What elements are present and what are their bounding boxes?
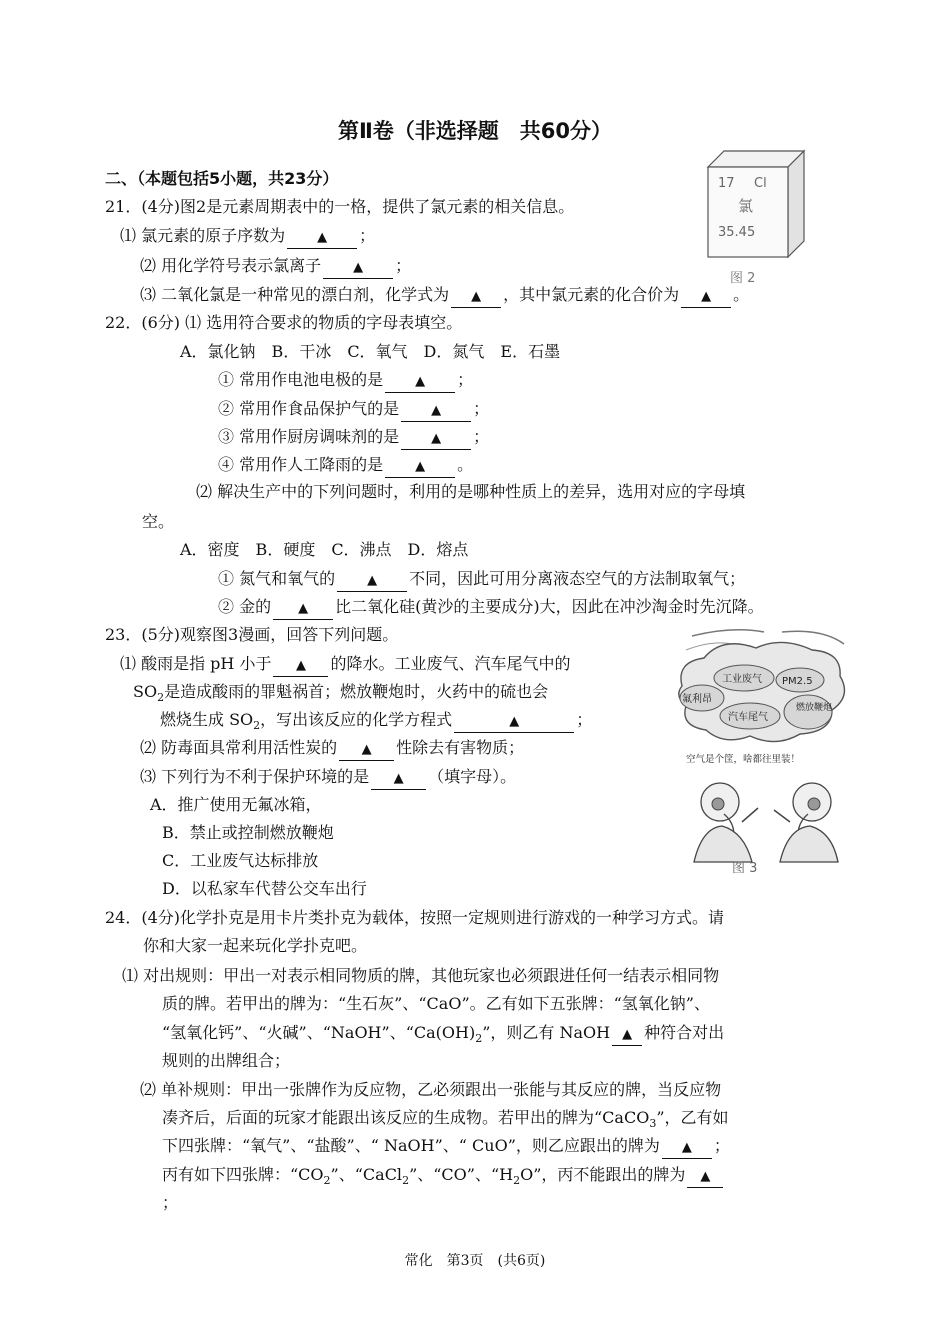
q22-options-2: A．密度 B．硬度 C．沸点 D．熔点 (180, 540, 469, 559)
q23-option-b: B．禁止或控制燃放鞭炮 (162, 823, 334, 842)
cloud-label-firecracker: 燃放鞭炮 (796, 703, 833, 713)
figure-caption: 图 2 (730, 271, 756, 286)
q21-part3: ⑶ 二氧化氯是一种常见的漂白剂，化学式为 ▲ ，其中氯元素的化合价为 ▲ 。 (140, 282, 749, 308)
q22-item-3: ③ 常用作厨房调味剂的是 ▲ ； (218, 424, 489, 450)
q24-part1-line2: 质的牌。若甲出的牌为：“生石灰”、“CaO”。乙有如下五张牌：“氢氧化钠”、 (162, 994, 710, 1013)
q22-options-1: A．氯化钠 B．干冰 C．氧气 D．氮气 E．石墨 (180, 342, 561, 361)
q23-option-c: C．工业废气达标排放 (162, 851, 319, 870)
answer-blank[interactable]: ▲ (401, 399, 471, 422)
answer-blank[interactable]: ▲ (273, 597, 333, 620)
cloud-label-freon: 氟利昂 (682, 694, 712, 705)
cartoon-caption-speech: 空气是个筐，啥都往里装！ (686, 754, 801, 765)
answer-blank[interactable]: ▲ (662, 1136, 712, 1159)
q22-part2-item-1: ① 氮气和氧气的 ▲ 不同，因此可用分离液态空气的方法制取氧气； (218, 566, 745, 592)
q22-item-1: ① 常用作电池电极的是 ▲ ； (218, 367, 473, 393)
answer-blank[interactable]: ▲ (323, 256, 393, 279)
q22-part2-item-2: ② 金的 ▲ 比二氧化硅(黄沙的主要成分)大，因此在冲沙淘金时先沉降。 (218, 594, 764, 620)
q22-part2-line2: 空。 (142, 512, 175, 531)
q23-stem: 23．(5分)观察图3漫画，回答下列问题。 (105, 625, 399, 644)
q24-part2-line3: 下四张牌：“氧气”、“盐酸”、“ NaOH”、“ CuO”，则乙应跟出的牌为 ▲ ； (162, 1133, 730, 1159)
answer-blank[interactable]: ▲ (612, 1023, 642, 1046)
q24-part2-line2: 凑齐后，后面的玩家才能跟出该反应的生成物。若甲出的牌为“CaCO$_3$”，乙有如 (162, 1108, 729, 1131)
figure-caption: 图 3 (732, 861, 758, 876)
q23-part3: ⑶ 下列行为不利于保护环境的是 ▲ （填字母）。 (140, 764, 516, 790)
element-name: 氯 (738, 197, 754, 215)
answer-blank[interactable]: ▲ (371, 767, 426, 790)
q21-part1: ⑴ 氯元素的原子序数为 ▲ ； (120, 223, 375, 249)
q22-item-2: ② 常用作食品保护气的是 ▲ ； (218, 396, 489, 422)
page-title: 第Ⅱ卷（非选择题 共60分） (337, 119, 613, 143)
q23-option-a: A．推广使用无氟冰箱， (150, 795, 322, 814)
q23-part1-line3: 燃烧生成 $SO_2$，写出该反应的化学方程式 ▲ ； (160, 710, 593, 733)
answer-blank[interactable]: ▲ (401, 427, 471, 450)
figure-3-cartoon (672, 622, 857, 877)
person-left-icon (694, 783, 758, 862)
atomic-mass: 35.45 (718, 225, 756, 240)
q22-part2-line1: ⑵ 解决生产中的下列问题时，利用的是哪种性质上的差异，选用对应的字母填 (196, 482, 746, 501)
page-footer: 常化 第3页 (共6页) (404, 1253, 546, 1269)
atomic-number: 17 (718, 176, 735, 191)
q24-stem-line1: 24．(4分)化学扑克是用卡片类扑克为载体，按照一定规则进行游戏的一种学习方式。请 (105, 908, 725, 927)
q23-part2: ⑵ 防毒面具常利用活性炭的 ▲ 性除去有害物质； (140, 735, 524, 761)
answer-blank[interactable]: ▲ (273, 654, 328, 677)
q21-stem: 21．(4分)图2是元素周期表中的一格，提供了氯元素的相关信息。 (105, 197, 575, 216)
q24-part1-line4: 规则的出牌组合； (162, 1051, 291, 1070)
cloud-label-industrial: 工业废气 (722, 674, 762, 685)
element-symbol: Cl (754, 176, 767, 191)
q23-part1-line2: $SO_2$是造成酸雨的罪魁祸首；燃放鞭炮时，火药中的硫也会 (133, 682, 549, 705)
answer-blank[interactable]: ▲ (687, 1165, 723, 1188)
q21-part2: ⑵ 用化学符号表示氯离子 ▲ ； (140, 253, 411, 279)
q24-part2-line4: 丙有如下四张牌：“$CO_2$”、“CaCl$_2$”、“CO”、“$H_2O$”，丙不能跟出的牌为 ▲ (162, 1162, 725, 1194)
q24-part2-line5: ； (162, 1193, 179, 1212)
answer-blank[interactable]: ▲ (287, 226, 357, 249)
section-heading: 二、（本题包括5小题，共23分） (105, 169, 339, 188)
answer-blank[interactable]: ▲ (681, 285, 731, 308)
answer-blank[interactable]: ▲ (454, 710, 574, 733)
answer-blank[interactable]: ▲ (451, 285, 501, 308)
q22-stem: 22．(6分) ⑴ 选用符合要求的物质的字母表填空。 (105, 313, 463, 332)
q24-part2-line1: ⑵ 单补规则：甲出一张牌作为反应物，乙必须跟出一张能与其反应的牌，当反应物 (140, 1080, 722, 1099)
q23-part1-line1: ⑴ 酸雨是指 pH 小于 ▲ 的降水。工业废气、汽车尾气中的 (120, 651, 570, 677)
q24-part1-line3: “氢氧化钙”、“火碱”、“NaOH”、“$Ca(OH)_2$”，则乙有 NaOH ▲ 种符合对出 (162, 1023, 725, 1046)
answer-blank[interactable]: ▲ (385, 370, 455, 393)
answer-blank[interactable]: ▲ (339, 738, 394, 761)
cloud-label-exhaust: 汽车尾气 (728, 712, 768, 723)
figure-2-element-cell (700, 145, 812, 290)
answer-blank[interactable]: ▲ (385, 455, 455, 478)
person-right-icon (774, 783, 838, 862)
answer-blank[interactable]: ▲ (337, 569, 407, 592)
q23-option-d: D．以私家车代替公交车出行 (162, 879, 367, 898)
q22-item-4: ④ 常用作人工降雨的是 ▲ 。 (218, 452, 473, 478)
q24-stem-line2: 你和大家一起来玩化学扑克吧。 (143, 936, 368, 955)
cloud-label-pm25: PM2.5 (782, 676, 813, 687)
q24-part1-line1: ⑴ 对出规则：甲出一对表示相同物质的牌，其他玩家也必须跟进任何一结表示相同物 (122, 966, 720, 985)
